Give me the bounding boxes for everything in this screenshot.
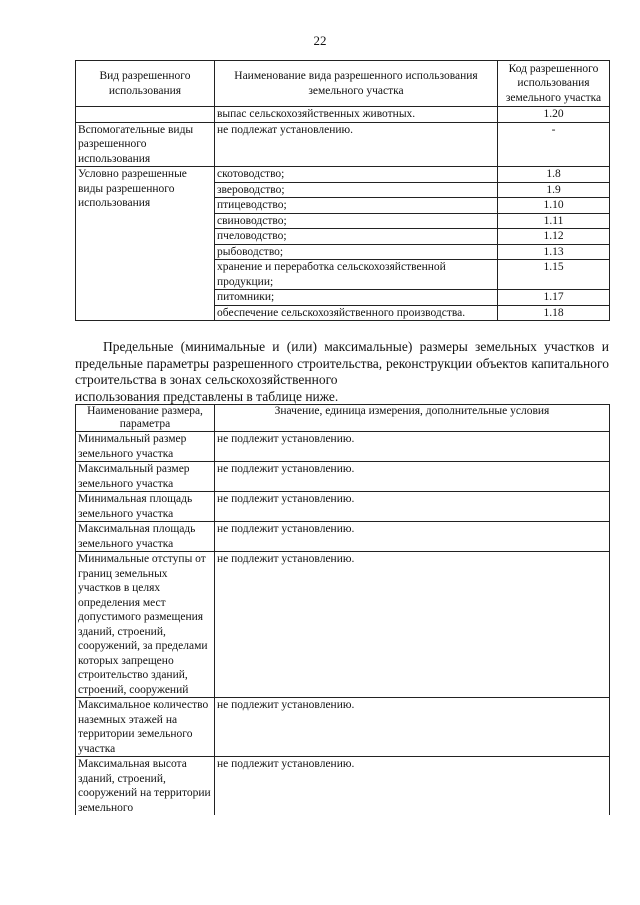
table-header-row: [76, 61, 610, 107]
param-value: не подлежит установлению.: [215, 522, 610, 552]
paragraph-text: Предельные (минимальные и (или) максимальные) размеры земельных участков и предельные параметры разрешенного строительства, реконструкции объектов капитального строительства в зонах сельскохозяйственного: [75, 339, 609, 387]
use-code: 1.17: [498, 290, 610, 306]
use-name: пчеловодство;: [215, 229, 498, 245]
use-code: 1.9: [498, 182, 610, 198]
use-name: питомники;: [215, 290, 498, 306]
use-code: 1.20: [498, 107, 610, 123]
table-row: [76, 462, 610, 492]
use-code: 1.8: [498, 167, 610, 183]
use-code: 1.18: [498, 305, 610, 321]
use-code: 1.10: [498, 198, 610, 214]
param-value: не подлежит установлению.: [215, 698, 610, 757]
use-name: свиноводство;: [215, 213, 498, 229]
param-value: не подлежит установлению.: [215, 432, 610, 462]
param-value: не подлежит установлению.: [215, 462, 610, 492]
param-name: Минимальный размер земельного участка: [76, 432, 215, 462]
param-value: не подлежит установлению.: [215, 492, 610, 522]
use-name: хранение и переработка сельскохозяйственной продукции;: [215, 260, 498, 290]
use-name: рыбоводство;: [215, 244, 498, 260]
empty-cell: [76, 107, 215, 123]
param-name: Максимальная высота зданий, строений, сооружений на территории земельного: [76, 757, 215, 816]
param-name: Минимальные отступы от границ земельных участков в целях определения мест допустимого размещения зданий, строений, сооружений, за пределами которых запрещено строительство зданий, строений, сооружений: [76, 552, 215, 698]
param-value: не подлежит установлению.: [215, 757, 610, 816]
header-use-name: Наименование вида разрешенного использования земельного участка: [215, 61, 498, 107]
table-row: [76, 167, 610, 183]
table-row: [76, 122, 610, 167]
param-name: Максимальное количество наземных этажей на территории земельного участка: [76, 698, 215, 757]
use-code: -: [498, 122, 610, 167]
table-row: [76, 757, 610, 816]
table-row: [76, 107, 610, 123]
header-parameter: Наименование размера, параметра: [76, 405, 215, 432]
header-use-type: Вид разрешенного использования: [76, 61, 215, 107]
param-name: Максимальный размер земельного участка: [76, 462, 215, 492]
header-use-code: Код разрешенного использования земельного участка: [498, 61, 610, 107]
table-row: [76, 432, 610, 462]
table-row: [76, 522, 610, 552]
use-code: 1.11: [498, 213, 610, 229]
use-name: птицеводство;: [215, 198, 498, 214]
param-name: Максимальная площадь земельного участка: [76, 522, 215, 552]
param-name: Минимальная площадь земельного участка: [76, 492, 215, 522]
use-code: 1.13: [498, 244, 610, 260]
table-header-row: [76, 405, 610, 432]
use-name: выпас сельскохозяйственных животных.: [215, 107, 498, 123]
intro-paragraph: [75, 339, 609, 405]
use-name: скотоводство;: [215, 167, 498, 183]
table-row: [76, 492, 610, 522]
permitted-use-table: [75, 60, 610, 321]
use-code: 1.12: [498, 229, 610, 245]
use-code: 1.15: [498, 260, 610, 290]
conditional-label: Условно разрешенные виды разрешенного использования: [76, 167, 215, 321]
table-row: [76, 698, 610, 757]
use-name: обеспечение сельскохозяйственного производства.: [215, 305, 498, 321]
page-number: 22: [313, 33, 327, 48]
table-row: [76, 552, 610, 698]
paragraph-last-line: использования представлены в таблице ниже.: [75, 388, 339, 404]
param-value: не подлежит установлению.: [215, 552, 610, 698]
use-name: звероводство;: [215, 182, 498, 198]
use-name: не подлежат установлению.: [215, 122, 498, 167]
parameters-table: [75, 404, 610, 815]
auxiliary-label: Вспомогательные виды разрешенного использования: [76, 122, 215, 167]
header-value: Значение, единица измерения, дополнительные условия: [215, 405, 610, 432]
